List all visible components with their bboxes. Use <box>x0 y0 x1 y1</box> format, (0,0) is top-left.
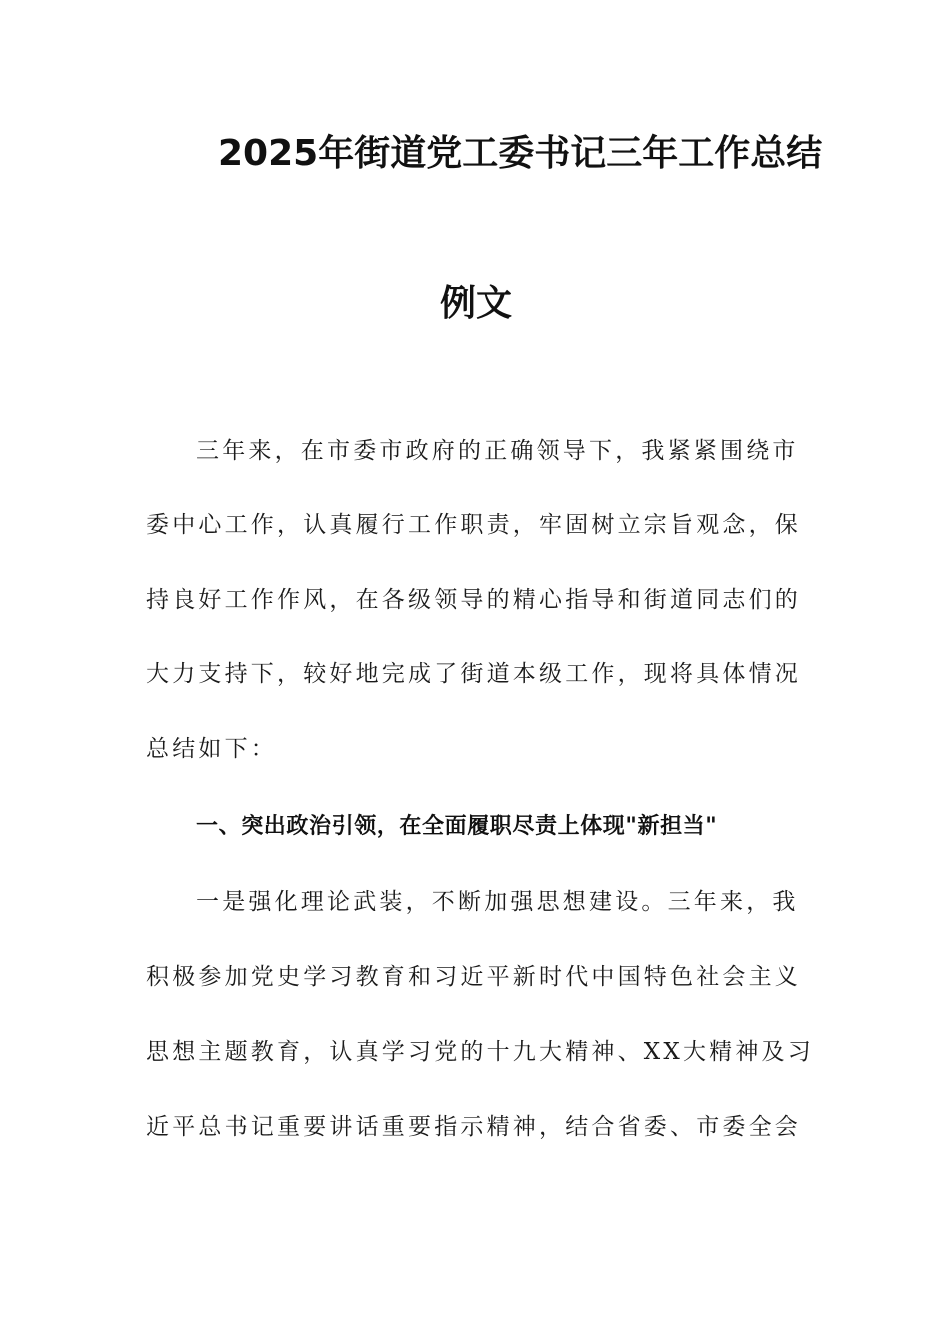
section-1-line-2: 积极参加党史学习教育和习近平新时代中国特色社会主义 <box>146 964 801 990</box>
section-1-line-3: 思想主题教育，认真学习党的十九大精神、XX大精神及习 <box>146 1039 814 1065</box>
intro-line-2: 委中心工作，认真履行工作职责，牢固树立宗旨观念，保 <box>146 512 801 538</box>
document-title-line-2: 例文 <box>440 283 513 324</box>
intro-line-4: 大力支持下，较好地完成了街道本级工作，现将具体情况 <box>146 661 801 687</box>
section-1-line-4: 近平总书记重要讲话重要指示精神，结合省委、市委全会 <box>146 1114 801 1140</box>
section-1-heading: 一、突出政治引领，在全面履职尽责上体现"新担当" <box>196 814 718 839</box>
section-1-line-1: 一是强化理论武装，不断加强思想建设。三年来，我 <box>196 889 799 915</box>
document-title-line-1: 2025年街道党工委书记三年工作总结 <box>218 133 823 174</box>
intro-line-5: 总结如下： <box>146 736 277 762</box>
intro-line-3: 持良好工作作风，在各级领导的精心指导和街道同志们的 <box>146 587 801 613</box>
intro-line-1: 三年来，在市委市政府的正确领导下，我紧紧围绕市 <box>196 438 799 464</box>
